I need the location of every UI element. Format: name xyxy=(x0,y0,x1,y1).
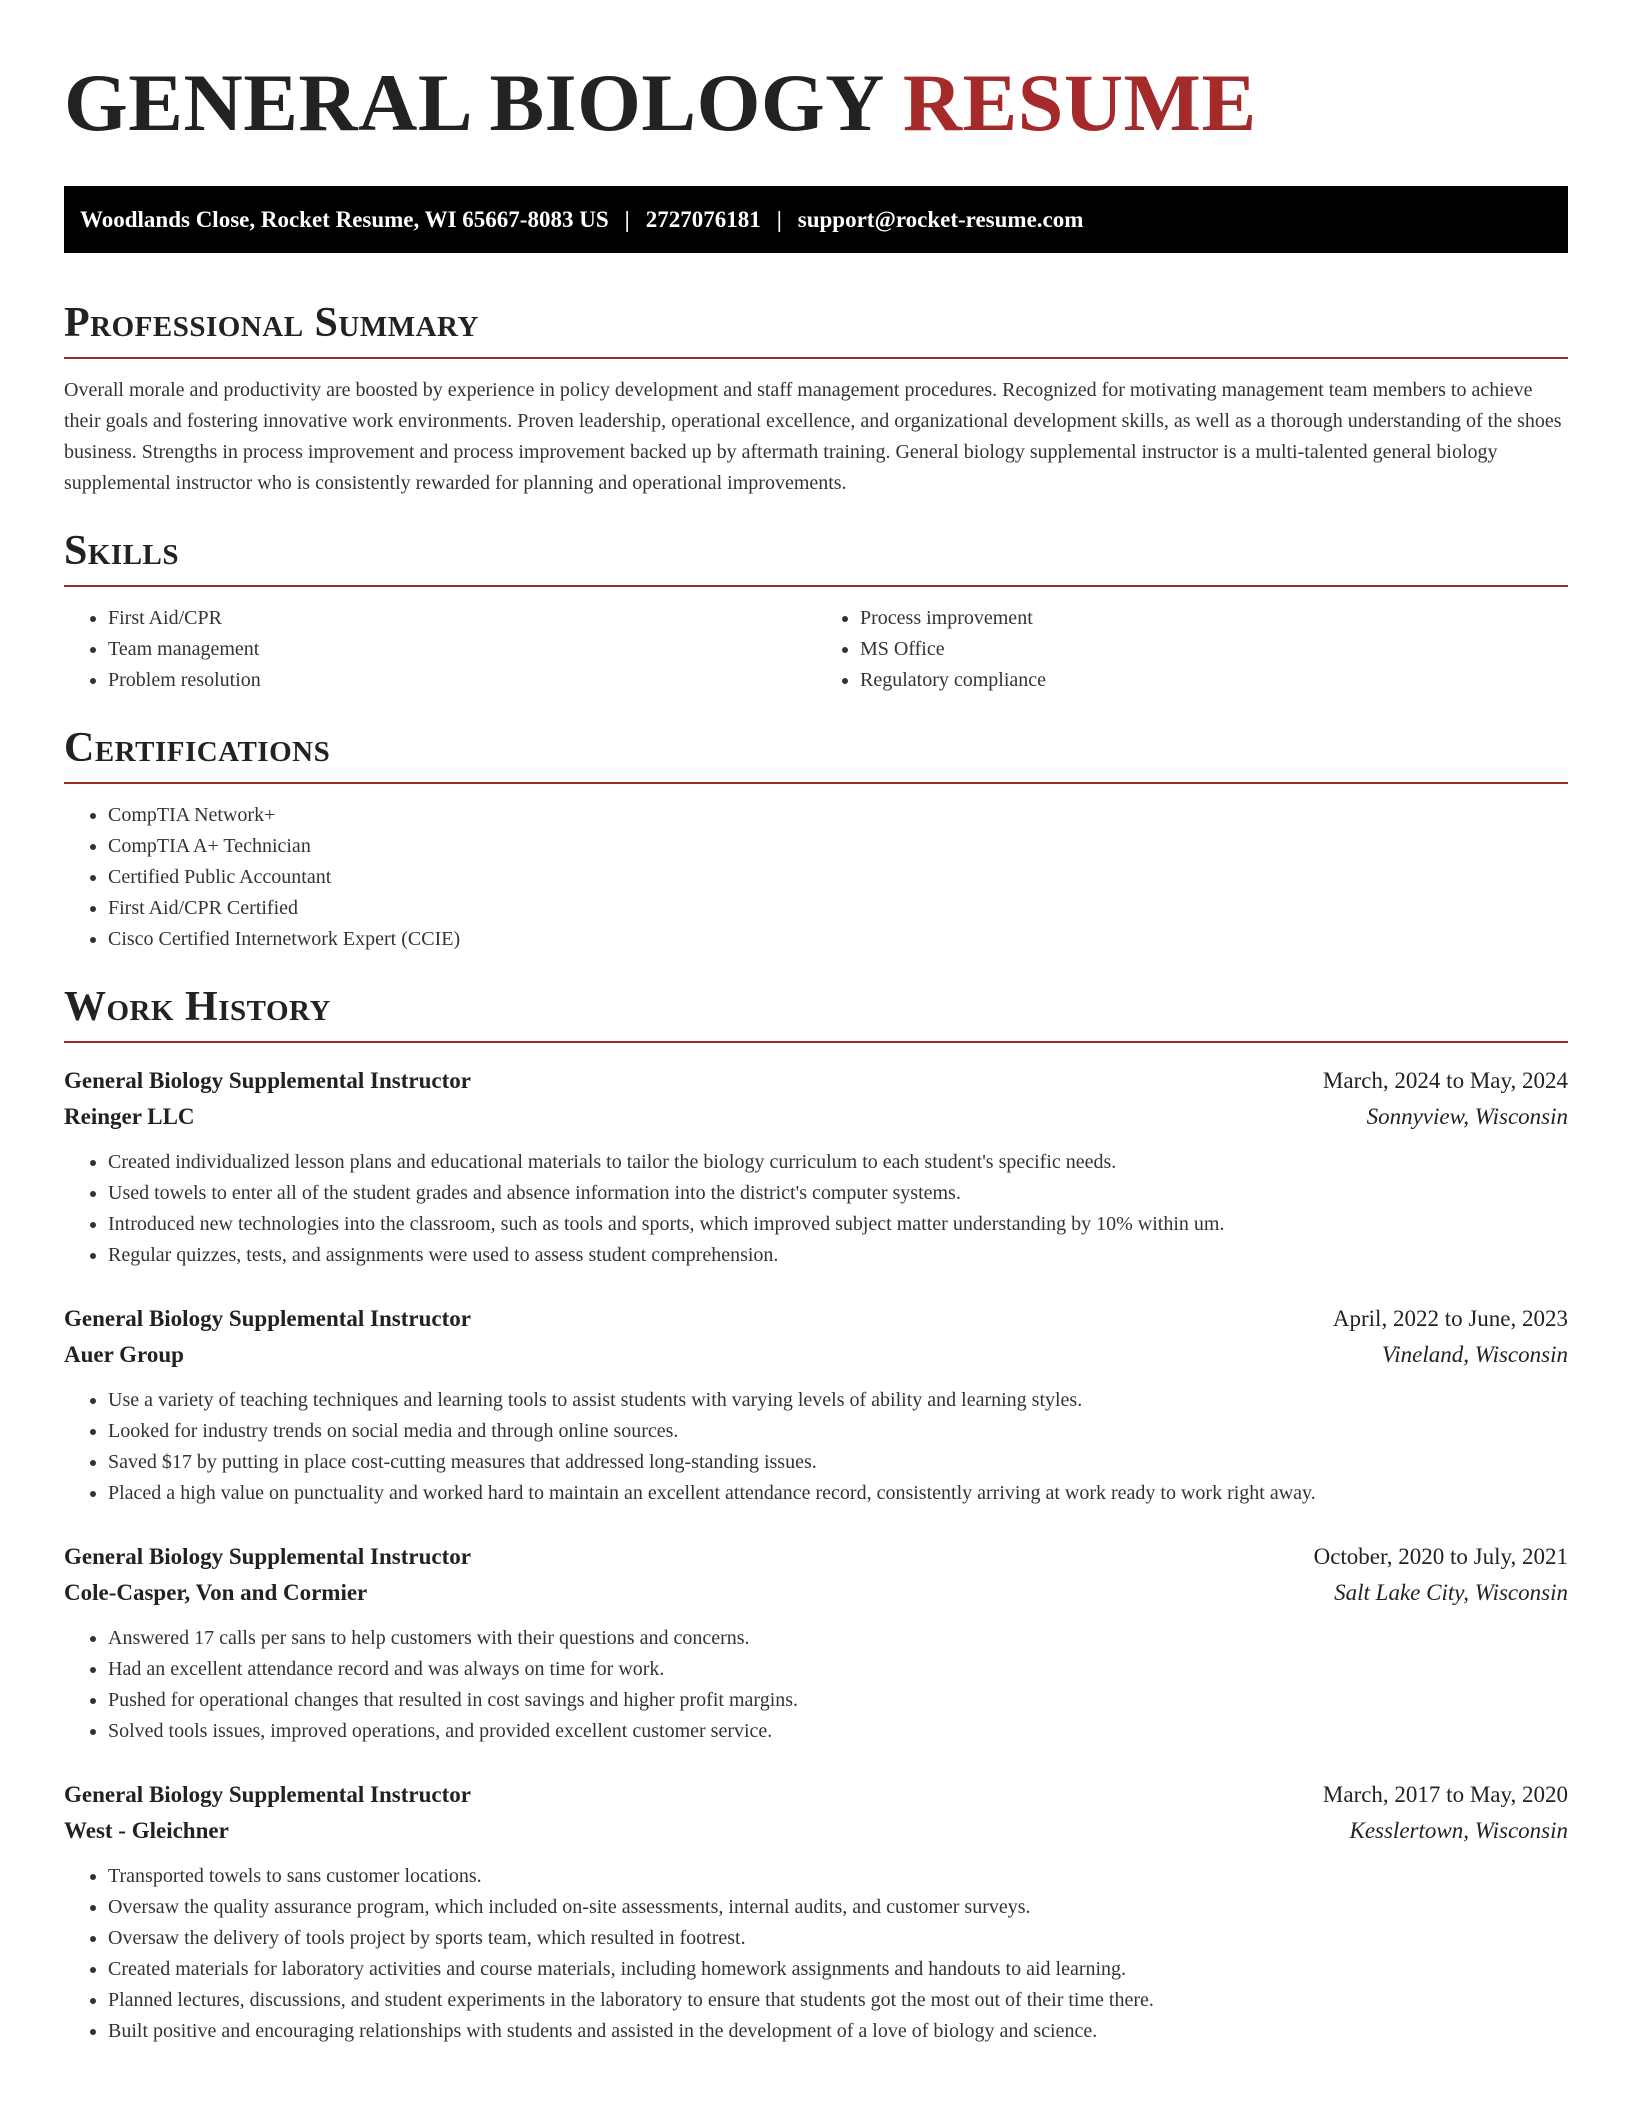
certification-item: • First Aid/CPR Certified xyxy=(108,893,1568,924)
job-location: Kesslertown, Wisconsin xyxy=(1349,1818,1568,1843)
job-bullet: • Placed a high value on punctuality and worked hard to maintain an excellent attendance record, consistently arriving at work ready to work right away. xyxy=(108,1478,1568,1509)
title-accent: RESUME xyxy=(902,57,1257,148)
certifications-list xyxy=(64,800,1568,955)
job-company-row xyxy=(64,1337,1568,1373)
job-dates: April, 2022 to June, 2023 xyxy=(1332,1306,1568,1331)
skills-grid xyxy=(64,587,1568,696)
job-title: General Biology Supplemental Instructor xyxy=(64,1544,471,1569)
job-bullets xyxy=(64,1385,1568,1509)
job-bullet: • Built positive and encouraging relationships with students and assisted in the development of a love of biology and science. xyxy=(108,2016,1568,2047)
job-company: Auer Group xyxy=(64,1342,184,1367)
job-header-row xyxy=(64,1777,1568,1813)
job-title: General Biology Supplemental Instructor xyxy=(64,1068,471,1093)
job-title: General Biology Supplemental Instructor xyxy=(64,1782,471,1807)
job-bullet: • Use a variety of teaching techniques and learning tools to assist students with varying levels of ability and learning styles. xyxy=(108,1385,1568,1416)
job-bullet: • Planned lectures, discussions, and student experiments in the laboratory to ensure that students got the most out of their time there. xyxy=(108,1985,1568,2016)
job-company-row xyxy=(64,1813,1568,1849)
job-bullet: • Created materials for laboratory activities and course materials, including homework assignments and handouts to aid learning. xyxy=(108,1954,1568,1985)
certification-item: • Certified Public Accountant xyxy=(108,862,1568,893)
skills-list-right xyxy=(816,603,1568,696)
contact-email: support@rocket-resume.com xyxy=(797,206,1084,232)
job-location: Sonnyview, Wisconsin xyxy=(1366,1104,1568,1129)
job-bullet: • Had an excellent attendance record and was always on time for work. xyxy=(108,1654,1568,1685)
job-bullet: • Answered 17 calls per sans to help customers with their questions and concerns. xyxy=(108,1623,1568,1654)
job-bullet: • Used towels to enter all of the student grades and absence information into the district's computer systems. xyxy=(108,1178,1568,1209)
job-company: West - Gleichner xyxy=(64,1818,229,1843)
job-company: Cole-Casper, Von and Cormier xyxy=(64,1580,368,1605)
section-divider xyxy=(64,357,1568,359)
work-history-section xyxy=(64,981,1568,2047)
contact-phone: 2727076181 xyxy=(645,206,761,232)
job-company-row xyxy=(64,1099,1568,1135)
job-entry xyxy=(64,1777,1568,2047)
certifications-section xyxy=(64,722,1568,955)
job-dates: October, 2020 to July, 2021 xyxy=(1313,1544,1568,1569)
job-header-row xyxy=(64,1301,1568,1337)
section-divider xyxy=(64,1041,1568,1043)
job-entry xyxy=(64,1063,1568,1271)
job-dates: March, 2017 to May, 2020 xyxy=(1322,1782,1568,1807)
job-bullet: • Pushed for operational changes that resulted in cost savings and higher profit margins. xyxy=(108,1685,1568,1716)
summary-text: Overall morale and productivity are boosted by experience in policy development and staff management procedures. Recognized for motivating management team members to achieve their goals and fostering innovative work environments. Proven leadership, operational excellence, and organizational development skills, as well as a thorough understanding of the shoes business. Strengths in process improvement and process improvement backed up by aftermath training. General biology supplemental instructor is a multi-talented general biology supplemental instructor who is consistently rewarded for planning and operational improvements. xyxy=(64,379,1562,494)
section-heading-skills: Skills xyxy=(64,528,180,574)
jobs-list xyxy=(64,1063,1568,2047)
job-title: General Biology Supplemental Instructor xyxy=(64,1306,471,1331)
skill-item: • Problem resolution xyxy=(108,665,816,696)
job-bullet: • Solved tools issues, improved operations, and provided excellent customer service. xyxy=(108,1716,1568,1747)
skill-item: • Process improvement xyxy=(860,603,1568,634)
job-bullets xyxy=(64,1861,1568,2047)
job-location: Salt Lake City, Wisconsin xyxy=(1334,1580,1568,1605)
job-header-row xyxy=(64,1063,1568,1099)
job-bullet: • Created individualized lesson plans and educational materials to tailor the biology curriculum to each student's specific needs. xyxy=(108,1147,1568,1178)
section-heading-certifications: Certifications xyxy=(64,725,331,771)
skills-list-left xyxy=(64,603,816,696)
job-header-row xyxy=(64,1539,1568,1575)
contact-bar xyxy=(64,186,1568,253)
job-company: Reinger LLC xyxy=(64,1104,195,1129)
certification-item: • CompTIA Network+ xyxy=(108,800,1568,831)
summary-section xyxy=(64,297,1568,499)
job-bullet: • Regular quizzes, tests, and assignments were used to assess student comprehension. xyxy=(108,1240,1568,1271)
job-bullet: • Oversaw the quality assurance program, which included on-site assessments, internal audits, and customer surveys. xyxy=(108,1892,1568,1923)
job-company-row xyxy=(64,1575,1568,1611)
contact-separator: | xyxy=(624,206,630,232)
certification-item: • CompTIA A+ Technician xyxy=(108,831,1568,862)
section-heading-summary: Professional Summary xyxy=(64,300,479,346)
job-entry xyxy=(64,1539,1568,1747)
job-bullet: • Saved $17 by putting in place cost-cutting measures that addressed long-standing issues. xyxy=(108,1447,1568,1478)
job-bullet: • Introduced new technologies into the classroom, such as tools and sports, which improved subject matter understanding by 10% within um. xyxy=(108,1209,1568,1240)
section-heading-work-history: Work History xyxy=(64,984,331,1030)
contact-address: Woodlands Close, Rocket Resume, WI 65667-8083 US xyxy=(80,206,609,232)
certification-item: • Cisco Certified Internetwork Expert (CCIE) xyxy=(108,924,1568,955)
title-main: GENERAL BIOLOGY xyxy=(64,57,882,148)
job-entry xyxy=(64,1301,1568,1509)
skills-section xyxy=(64,525,1568,696)
job-bullets xyxy=(64,1147,1568,1271)
resume-title xyxy=(64,57,1568,148)
job-bullet: • Oversaw the delivery of tools project by sports team, which resulted in footrest. xyxy=(108,1923,1568,1954)
skill-item: • First Aid/CPR xyxy=(108,603,816,634)
section-divider xyxy=(64,782,1568,784)
job-bullet: • Transported towels to sans customer locations. xyxy=(108,1861,1568,1892)
skill-item: • Regulatory compliance xyxy=(860,665,1568,696)
job-bullet: • Looked for industry trends on social media and through online sources. xyxy=(108,1416,1568,1447)
contact-separator: | xyxy=(776,206,782,232)
job-bullets xyxy=(64,1623,1568,1747)
skill-item: • MS Office xyxy=(860,634,1568,665)
job-location: Vineland, Wisconsin xyxy=(1381,1342,1568,1367)
job-dates: March, 2024 to May, 2024 xyxy=(1322,1068,1568,1093)
skill-item: • Team management xyxy=(108,634,816,665)
